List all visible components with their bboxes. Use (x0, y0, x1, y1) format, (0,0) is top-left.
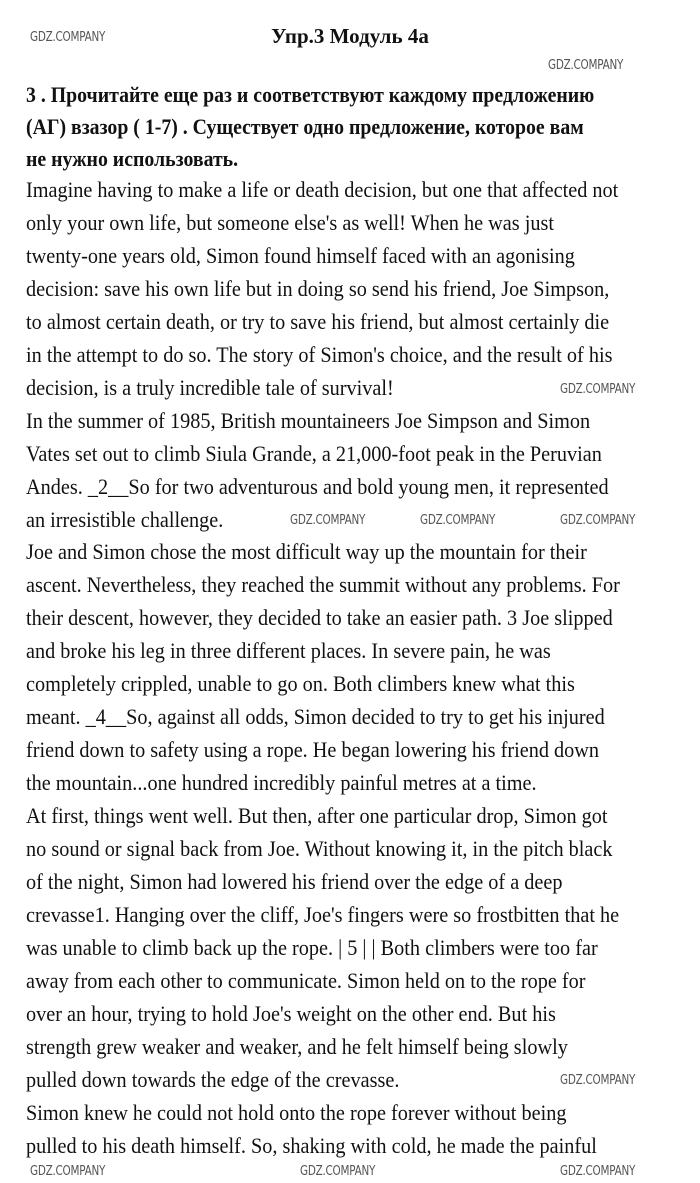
text-line: meant. _4__So, against all odds, Simon decided to try to get his injured (26, 704, 605, 730)
watermark: GDZ.COMPANY (290, 513, 366, 528)
text-line: decision, is a truly incredible tale of survival! (26, 374, 394, 400)
text-line: to almost certain death, or try to save his friend, but almost certainly die (26, 308, 610, 334)
text-line: friend down to safety using a rope. He began lowering his friend down (26, 737, 600, 763)
text-line: in the attempt to do so. The story of Simon's choice, and the result of his (26, 341, 613, 367)
text-line: twenty-one years old, Simon found himself faced with an agonising (26, 242, 575, 268)
text-line: Vates set out to climb Siula Grande, a 21,000-foot peak in the Peruvian (26, 440, 602, 466)
text-line: only your own life, but someone else's as well! When he was just (26, 209, 554, 235)
text-line: was unable to climb back up the rope. | 5 | | Both climbers were too far (26, 934, 598, 960)
text-line: pulled to his death himself. So, shaking with cold, he made the painful (26, 1132, 597, 1158)
text-line: crevasse1. Hanging over the cliff, Joe's fingers were so frostbitten that he (26, 901, 620, 927)
text-line: over an hour, trying to hold Joe's weight on the other end. But his (26, 1000, 556, 1026)
text-line: completely crippled, unable to go on. Both climbers knew what this (26, 671, 575, 697)
text-line: Andes. _2__So for two adventurous and bold young men, it represented (26, 473, 609, 499)
text-line: decision: save his own life but in doing so send his friend, Joe Simpson, (26, 275, 610, 301)
text-line: their descent, however, they decided to take an easier path. 3 Joe slipped (26, 605, 613, 631)
text-line: At first, things went well. But then, after one particular drop, Simon got (26, 803, 608, 829)
task-line: 3 . Прочитайте еще раз и соответствуют каждому предложению (26, 82, 595, 107)
text-line: of the night, Simon had lowered his friend over the edge of a deep (26, 868, 563, 894)
text-line: and broke his leg in three different places. In severe pain, he was (26, 638, 551, 664)
text-line: Joe and Simon chose the most difficult way up the mountain for their (26, 539, 587, 565)
text-line: ascent. Nevertheless, they reached the summit without any problems. For (26, 572, 620, 598)
watermark: GDZ.COMPANY (300, 1164, 376, 1179)
text-line: no sound or signal back from Joe. Without knowing it, in the pitch black (26, 836, 613, 861)
watermark: GDZ.COMPANY (30, 30, 106, 45)
text-line: strength grew weaker and weaker, and he felt himself being slowly (26, 1033, 568, 1059)
watermark: GDZ.COMPANY (560, 513, 636, 528)
text-line: the mountain...one hundred incredibly painful metres at a time. (26, 770, 537, 796)
watermark: GDZ.COMPANY (560, 1164, 636, 1179)
watermark: GDZ.COMPANY (560, 382, 636, 397)
task-line: (АГ) взазор ( 1-7) . Существует одно предложение, которое вам (26, 114, 584, 139)
text-line: away from each other to communicate. Simon held on to the rope for (26, 967, 586, 993)
text-line: an irresistible challenge. (26, 506, 224, 532)
text-line: Imagine having to make a life or death decision, but one that affected not (26, 177, 619, 202)
watermark: GDZ.COMPANY (548, 58, 624, 73)
watermark: GDZ.COMPANY (420, 513, 496, 528)
text-line: In the summer of 1985, British mountaineers Joe Simpson and Simon (26, 407, 591, 433)
text-line: pulled down towards the edge of the crevasse. (26, 1066, 400, 1092)
watermark: GDZ.COMPANY (560, 1073, 636, 1088)
text-line: Simon knew he could not hold onto the rope forever without being (26, 1099, 567, 1125)
task-line: не нужно использовать. (26, 146, 239, 171)
watermark: GDZ.COMPANY (30, 1164, 106, 1179)
page-title: Упр.3 Модуль 4а (271, 24, 429, 48)
